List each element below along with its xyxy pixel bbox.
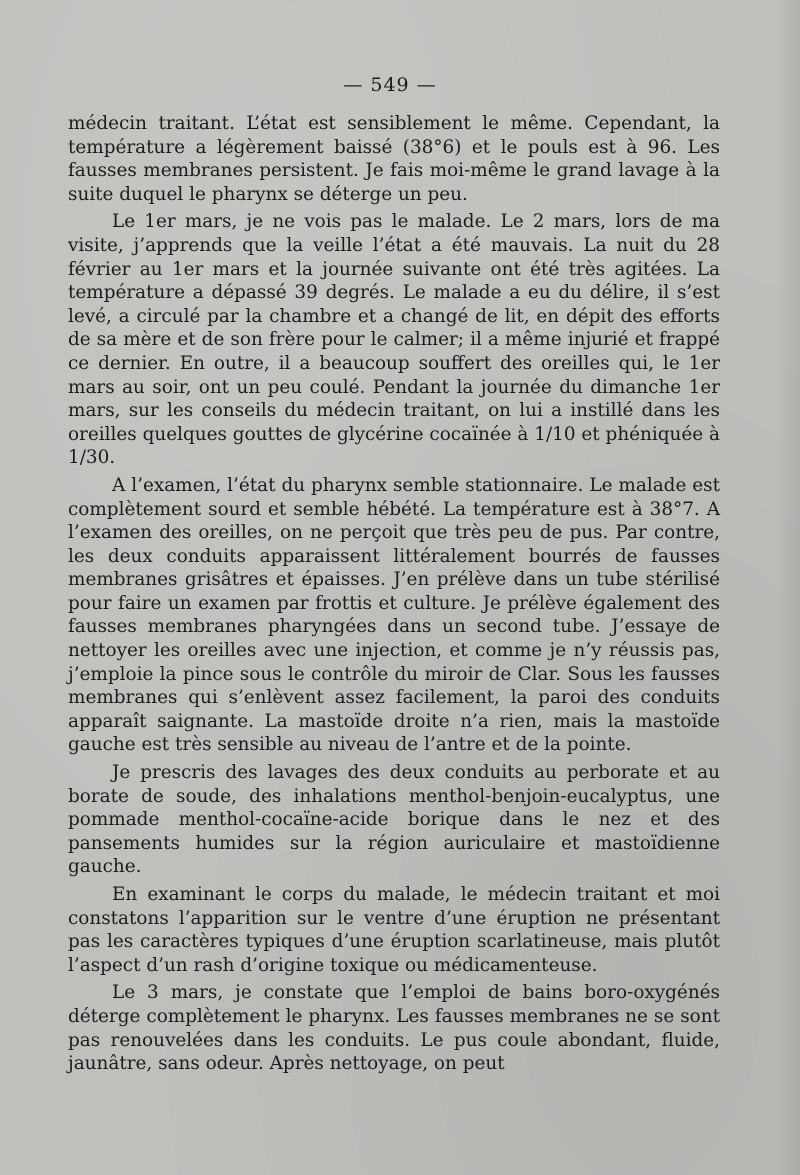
paragraph-march-third: Le 3 mars, je constate que l’emploi de bains boro-oxygénés déterge complètement le pharynx. Les fausses membranes ne se sont pas renouvelées dans les conduits. Le pus coule abondant, fluide, jaunâtre, sans odeur. Après nettoyage, on peut (68, 982, 720, 1075)
paragraph-continuation: médecin traitant. L’état est sensiblement le même. Cependant, la température a légèrement baissé (38°6) et le pouls est à 96. Les fausses membranes persistent. Je fais moi-même le grand lavage à la suite duquel le pharynx se déterge un peu. (68, 113, 720, 205)
body-text (68, 112, 720, 1076)
paragraph-prescription: Je prescris des lavages des deux conduits au perborate et au borate de soude, des inhalations menthol-benjoin-eucalyptus, une pommade menthol-cocaïne-acide borique dans le nez et des pansements humides sur la région auriculaire et mastoïdienne gauche. (68, 762, 720, 878)
paragraph-eruption: En examinant le corps du malade, le médecin traitant et moi constatons l’apparition sur le ventre d’une éruption ne présentant pas les caractères typiques d’une éruption scarlatineuse, mais plutôt l’aspect d’un rash d’origine toxique ou médicamenteuse. (68, 884, 720, 976)
paragraph-examination: A l’examen, l’état du pharynx semble stationnaire. Le malade est complètement sourd et semble hébété. La température est à 38°7. A l’examen des oreilles, on ne perçoit que très peu de pus. Par contre, les deux conduits apparaissent littéralement bourrés de fausses membranes grisâtres et épaisses. J’en prélève dans un tube stérilisé pour faire un examen par frottis et culture. Je prélève également des fausses membranes pharyngées dans un second tube. J’essaye de nettoyer les oreilles avec une injection, et comme je n’y réussis pas, j’emploie la pince sous le contrôle du miroir de Clar. Sous les fausses membranes qui s’enlèvent assez facilement, la paroi des conduits apparaît saignante. La mastoïde droite n’a rien, mais la mastoïde gauche est très sensible au niveau de l’antre et de la pointe. (68, 474, 720, 756)
paragraph-march-first: Le 1er mars, je ne vois pas le malade. Le 2 mars, lors de ma visite, j’apprends que la veille l’état a été mauvais. La nuit du 28 février au 1er mars et la journée suivante ont été très agitées. La température a dépassé 39 degrés. Le malade a eu du délire, il s’est levé, a circulé par la chambre et a changé de lit, en dépit des efforts de sa mère et de son frère pour le calmer; il a même injurié et frappé ce dernier. En outre, il a beaucoup souffert des oreilles qui, le 1er mars au soir, ont un peu coulé. Pendant la journée du dimanche 1er mars, sur les conseils du médecin traitant, on lui a instillé dans les oreilles quelques gouttes de glycérine cocaïnée à 1/10 et phéniquée à 1/30. (68, 211, 720, 469)
page-edge-shadow (776, 0, 800, 1175)
page-number: — 549 — (343, 74, 437, 96)
